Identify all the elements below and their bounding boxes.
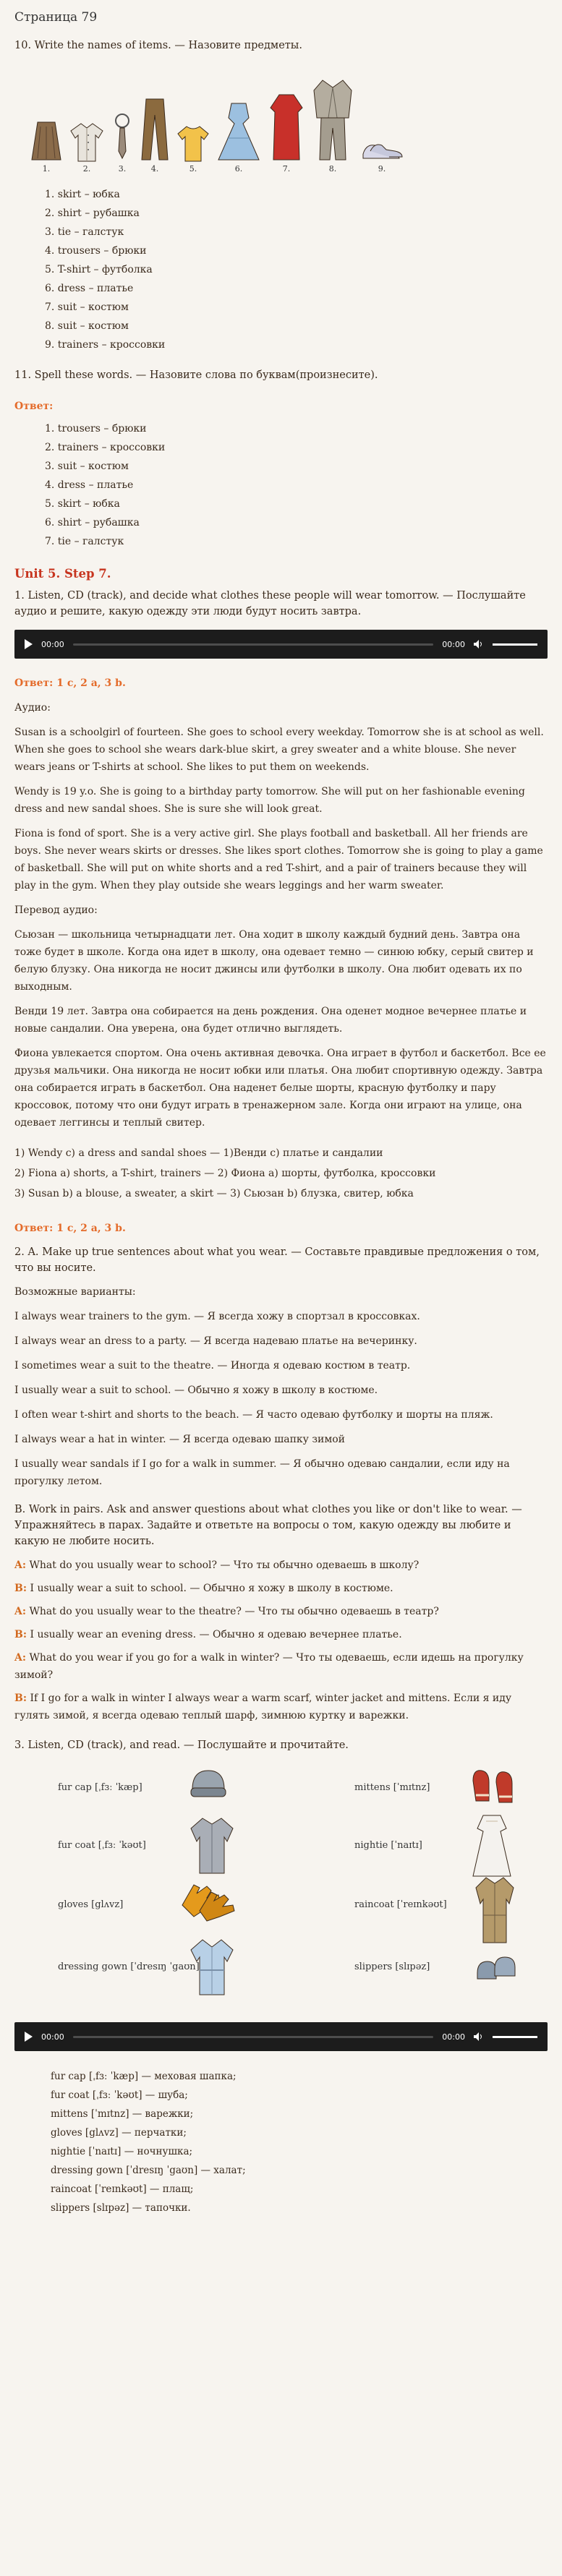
unit-title: Unit 5. Step 7. xyxy=(14,567,111,581)
exercise-3-title: 3. Listen, CD (track), and read. — Послушайте и прочитайте. xyxy=(14,1740,349,1751)
dialog-text: I usually wear a suit to school. — Обычно я хожу в школу в костюме. xyxy=(30,1583,393,1594)
trainers-picture xyxy=(360,137,404,174)
audio-player-1 xyxy=(14,630,548,659)
exercise-1-title: 1. Listen, CD (track), and decide what clothes these people will wear tomorrow. — Послушайте аудио и решите, какую одежду эти люди будут носить завтра. xyxy=(14,590,526,617)
page-title: Страница 79 xyxy=(14,10,98,25)
audio-paragraph: Wendy is 19 y.o. She is going to a birthday party tomorrow. She will put on her fashionable evening dress and new sandal shoes. She is sure she will look great. xyxy=(14,786,525,815)
list-item: 2. shirt – рубашка xyxy=(45,207,140,219)
variants-label: Возможные варианты: xyxy=(14,1286,136,1298)
vocab-label: fur coat [ˌfɜː ˈkəʊt] xyxy=(58,1840,146,1851)
audio-paragraph: Fiona is fond of sport. She is a very active girl. She plays football and basketball. All her friends are boys. She never wears skirts or dresses. She likes sport clothes. Tomorrow she is going to play a game of basketball. She will put on white shorts and a red T-shirt, and a pair of trainers because they will play in the gym. When they play outside she wears leggings and her warm sweater. xyxy=(14,828,543,891)
exercise-10-word-list xyxy=(14,185,548,354)
speaker-label: A: xyxy=(14,1559,27,1571)
vocab-label: nightie [ˈnaɪtɪ] xyxy=(354,1840,422,1851)
vocab-label: slippers [slɪpəz] xyxy=(354,1961,430,1972)
list-item: fur cap [ˌfɜː ˈkæp] — меховая шапка; xyxy=(51,2071,237,2082)
list-item: 6. dress – платье xyxy=(45,283,134,294)
item-number: 7. xyxy=(282,164,291,174)
volume-slider[interactable] xyxy=(493,2036,537,2038)
item-number: 8. xyxy=(328,164,337,174)
sentence: I usually wear sandals if I go for a walk in summer. — Я обычно одеваю сандалии, если иду на прогулку летом. xyxy=(14,1458,510,1487)
volume-icon[interactable] xyxy=(474,640,484,649)
list-item: 9. trainers – кроссовки xyxy=(45,339,166,351)
list-item: 1. skirt – юбка xyxy=(45,189,120,200)
audio-label: Аудио: xyxy=(14,702,51,714)
play-icon[interactable] xyxy=(25,639,33,649)
dialog-text: What do you usually wear to the theatre? — Что ты обычно одеваешь в театр? xyxy=(29,1606,439,1617)
clothes-illustration xyxy=(14,61,548,178)
list-item: slippers [slɪpəz] — тапочки. xyxy=(51,2202,191,2214)
tshirt-picture xyxy=(176,125,210,174)
list-item: 6. shirt – рубашка xyxy=(45,517,140,529)
audio-duration: 00:00 xyxy=(442,639,465,649)
dialog-line xyxy=(14,1649,548,1684)
list-item: 2. trainers – кроссовки xyxy=(45,442,166,453)
list-item: gloves [glʌvz] — перчатки; xyxy=(51,2127,187,2139)
dialog-text: I usually wear an evening dress. — Обычно я одеваю вечернее платье. xyxy=(30,1629,402,1640)
suit-picture xyxy=(312,77,353,174)
sentence: I always wear an dress to a party. — Я всегда надеваю платье на вечеринку. xyxy=(14,1335,417,1347)
list-item: 8. suit – костюм xyxy=(45,320,129,332)
vocab-label: fur cap [ˌfɜː ˈkæp] xyxy=(58,1782,142,1793)
list-item: 1. trousers – брюки xyxy=(45,423,147,435)
matching-item: 3) Susan b) a blouse, a sweater, a skirt — 3) Сьюзан b) блузка, свитер, юбка xyxy=(14,1188,414,1199)
audio-paragraph: Susan is a schoolgirl of fourteen. She goes to school every weekday. Tomorrow she is at school as well. When she goes to school she wears dark-blue skirt, a grey sweater and a white blouse. She never wears jeans or T-shirts at school. She likes to put them on weekends. xyxy=(14,727,544,773)
gloves-icon xyxy=(178,1879,237,1922)
item-number: 9. xyxy=(378,164,386,174)
sentence: I sometimes wear a suit to the theatre. — Иногда я одеваю костюм в театр. xyxy=(14,1360,411,1372)
item-number: 1. xyxy=(42,164,51,174)
speaker-label: B: xyxy=(14,1629,27,1640)
list-item: 5. T-shirt – футболка xyxy=(45,264,153,275)
item-number: 3. xyxy=(118,164,127,174)
vocab-label: gloves [glʌvz] xyxy=(58,1899,124,1910)
speaker-label: A: xyxy=(14,1652,27,1664)
vocab-label: raincoat [ˈreɪnkəʊt] xyxy=(354,1899,447,1910)
speaker-label: B: xyxy=(14,1583,27,1594)
dialog-line xyxy=(14,1626,548,1643)
exercise-11-word-list xyxy=(14,419,548,551)
dialog-text: What do you wear if you go for a walk in winter? — Что ты одеваешь, если идешь на прогулку зимой? xyxy=(14,1652,524,1681)
dialog-line xyxy=(14,1603,548,1620)
audio-progress-bar[interactable] xyxy=(73,2036,434,2038)
item-number: 4. xyxy=(150,164,159,174)
sentence: I often wear t-shirt and shorts to the beach. — Я часто одеваю футболку и шорты на пляж. xyxy=(14,1409,493,1421)
dialog-line xyxy=(14,1580,548,1597)
exercise-1-answers: Ответ: 1 c, 2 a, 3 b. xyxy=(14,677,126,689)
matching-item: 2) Fiona a) shorts, a T-shirt, trainers — 2) Фиона а) шорты, футболка, кроссовки xyxy=(14,1168,436,1179)
speaker-label: B: xyxy=(14,1693,27,1704)
dress-red-picture xyxy=(268,93,305,174)
play-icon[interactable] xyxy=(25,2032,33,2042)
dressing-gown-icon xyxy=(188,1937,236,1998)
dialog xyxy=(14,1557,548,1724)
list-item: fur coat [ˌfɜː ˈkəʊt] — шуба; xyxy=(51,2089,188,2101)
audio-progress-bar[interactable] xyxy=(73,643,434,646)
list-item: 3. suit – костюм xyxy=(45,461,129,472)
matching-list xyxy=(14,1144,548,1202)
list-item: raincoat [ˈreɪnkəʊt] — плащ; xyxy=(51,2183,194,2195)
item-number: 5. xyxy=(189,164,197,174)
vocab-label: dressing gown [ˈdresɪŋ ˈgaʊn] xyxy=(58,1961,200,1972)
exercise-11-title: 11. Spell these words. — Назовите слова по буквам(произнесите). xyxy=(14,369,378,381)
list-item: 4. dress – платье xyxy=(45,479,134,491)
list-item: 3. tie – галстук xyxy=(45,226,124,238)
shirt-picture xyxy=(69,121,104,174)
slippers-icon xyxy=(474,1951,518,1983)
exercise-10-title: 10. Write the names of items. — Назовите предметы. xyxy=(14,40,302,51)
tie-picture xyxy=(111,112,133,174)
vocab-label: mittens [ˈmɪtnz] xyxy=(354,1782,430,1793)
speaker-label: A: xyxy=(14,1606,27,1617)
raincoat-icon xyxy=(474,1875,515,1946)
exercise-1-answers-2: Ответ: 1 c, 2 a, 3 b. xyxy=(14,1223,126,1234)
matching-item: 1) Wendy c) a dress and sandal shoes — 1)Венди с) платье и сандалии xyxy=(14,1147,383,1159)
audio-duration: 00:00 xyxy=(442,2032,465,2042)
dress-blue-picture xyxy=(217,102,260,174)
audio-player-2 xyxy=(14,2022,548,2051)
list-item: nightie [ˈnaɪtɪ] — ночнушка; xyxy=(51,2146,193,2157)
translation-paragraph: Венди 19 лет. Завтра она собирается на день рождения. Она оденет модное вечернее платье и новые сандалии. Она уверена, она будет отлично выглядеть. xyxy=(14,1006,527,1035)
exercise-2b-title: B. Work in pairs. Ask and answer questions about what clothes you like or don't like to wear. — Упражняйтесь в парах. Задайте и ответьте на вопросы о том, какую одежду вы любите и какую не любите носить. xyxy=(14,1504,522,1547)
sentence: I always wear a hat in winter. — Я всегда одеваю шапку зимой xyxy=(14,1434,345,1445)
audio-current-time: 00:00 xyxy=(41,2032,64,2042)
translation-paragraph: Фиона увлекается спортом. Она очень активная девочка. Она играет в футбол и баскетбол. Все ее друзья мальчики. Она никогда не носит юбки или платья. Она любит спортивную одежду. Завтра она собирается играть в баскетбол. Она наденет белые шорты, красную футболку и пару кроссовок, потому что они будут играть в тренажерном зале. Когда они играют на улице, она одевает леггинсы и теплый свитер. xyxy=(14,1048,546,1129)
sentence: I always wear trainers to the gym. — Я всегда хожу в спортзал в кроссовках. xyxy=(14,1311,420,1322)
vocabulary-illustration xyxy=(14,1766,548,2005)
list-item: 4. trousers – брюки xyxy=(45,245,147,257)
list-item: 7. tie – галстук xyxy=(45,536,124,547)
nightie-icon xyxy=(470,1813,514,1879)
translation-label: Перевод аудио: xyxy=(14,904,98,916)
trousers-picture xyxy=(140,98,169,174)
volume-slider[interactable] xyxy=(493,643,537,646)
list-item: mittens [ˈmɪtnz] — варежки; xyxy=(51,2108,194,2120)
list-item: 5. skirt – юбка xyxy=(45,498,120,510)
fur-cap-icon xyxy=(188,1768,229,1801)
audio-current-time: 00:00 xyxy=(41,639,64,649)
dialog-text: If I go for a walk in winter I always wear a warm scarf, winter jacket and mittens. Если я иду гулять зимой, я всегда одеваю теплый шарф, зимнюю куртку и варежки. xyxy=(14,1693,512,1721)
list-item: dressing gown [ˈdresɪŋ ˈgaʊn] — халат; xyxy=(51,2165,246,2176)
dialog-line xyxy=(14,1690,548,1724)
dialog-line xyxy=(14,1557,548,1574)
mittens-icon xyxy=(470,1766,516,1807)
exercise-2a-title: 2. A. Make up true sentences about what you wear. — Составьте правдивые предложения о том, что вы носите. xyxy=(14,1246,540,1274)
item-number: 6. xyxy=(234,164,243,174)
dialog-text: What do you usually wear to school? — Что ты обычно одеваешь в школу? xyxy=(29,1559,420,1571)
vocabulary-list xyxy=(14,2067,548,2217)
skirt-picture xyxy=(30,119,62,174)
answers-label: Ответ: xyxy=(14,401,54,412)
list-item: 7. suit – костюм xyxy=(45,301,129,313)
translation-paragraph: Сьюзан — школьница четырнадцати лет. Она ходит в школу каждый будний день. Завтра она тоже будет в школе. Когда она идет в школу, она одевает темно — синюю юбку, серый свитер и белую блузку. Она никогда не носит джинсы или футболки в школу. Она любит одевать их по выходным. xyxy=(14,929,534,993)
item-number: 2. xyxy=(82,164,91,174)
volume-icon[interactable] xyxy=(474,2032,484,2041)
fur-coat-icon xyxy=(188,1815,236,1876)
sentence: I usually wear a suit to school. — Обычно я хожу в школу в костюме. xyxy=(14,1385,378,1396)
